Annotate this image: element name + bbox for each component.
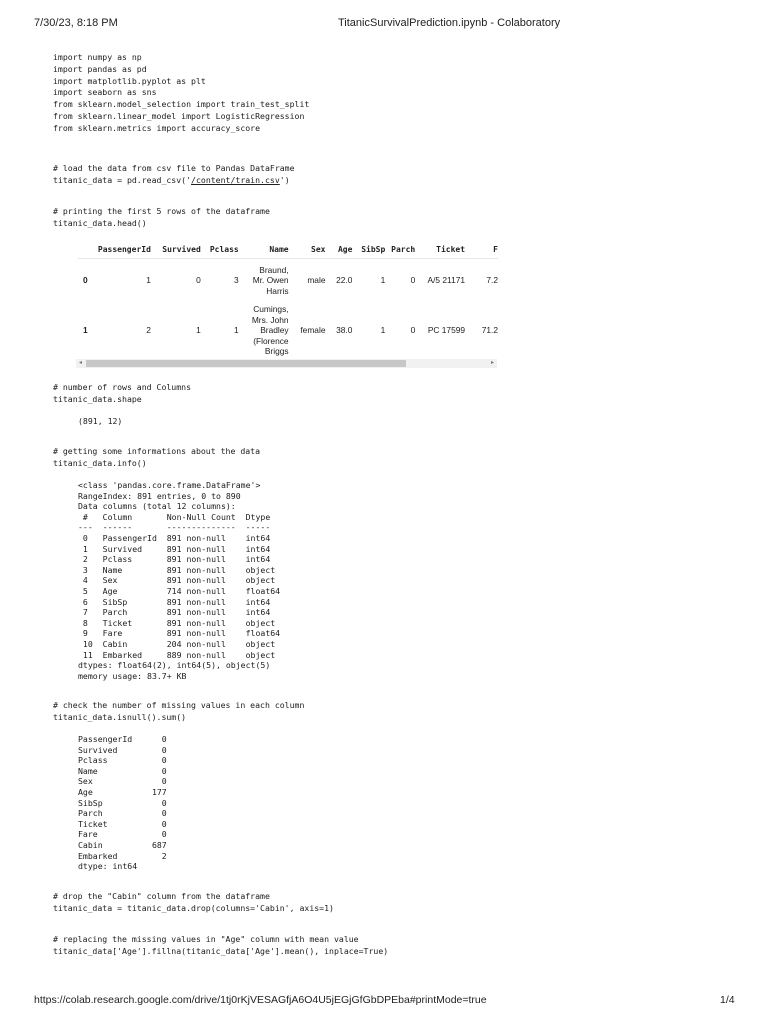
name-line: Harris (266, 286, 289, 297)
cell-passengerid: 2 (146, 325, 151, 336)
cell-ticket: A/5 21171 (427, 275, 466, 286)
cell-sex: male (307, 275, 326, 286)
info-output: <class 'pandas.core.frame.DataFrame'> RangeIndex: 891 entries, 0 to 890 Data columns (total 12 columns): # Column Non-Null Count Dtype --- ------ -------------- ----- 0 PassengerId 891 non-null int64 1 Survived 891 non-null int64 2 Pclass 891 non-null int64 3 Name 891 non-null object 4 Sex 891 non-null object 5 Age 714 non-null float64 6 SibSp 891 non-null int64 7 Parch 891 non-null int64 8 Ticket 891 non-null object 9 Fare 891 non-null float64 10 Cabin 204 non-null object 11 Embarked 889 non-null object dtypes: float64(2), int64(5), object(5) memory usage: 83.7+ KB (78, 480, 281, 681)
dataframe-output (78, 240, 498, 368)
dataframe-header-row (78, 240, 498, 259)
code-line-prefix: titanic_data = pd.read_csv(' (53, 174, 192, 185)
isnull-output: PassengerId 0 Survived 0 Pclass 0 Name 0 Sex 0 Age 177 SibSp 0 Parch 0 Ticket 0 Fare 0 Cabin 687 Embarked 2 dtype: int64 (78, 734, 167, 872)
scroll-right-arrow-icon[interactable]: ▸ (490, 360, 494, 366)
dataframe-table (78, 240, 498, 359)
code-cell-imports[interactable]: import numpy as np import pandas as pd import matplotlib.pyplot as plt import seaborn as sns from sklearn.model_selection import train_test_split from sklearn.linear_model import LogisticRegression from sklearn.metrics import accuracy_score (53, 52, 310, 133)
name-line: Cumings, (253, 304, 289, 315)
column-header: Survived (151, 240, 201, 259)
code-cell-load-data[interactable] (53, 163, 295, 187)
code-cell-head[interactable]: # printing the first 5 rows of the dataframe titanic_data.head() (53, 206, 270, 228)
column-header: Ticket (415, 240, 465, 259)
cell-passengerid: 1 (146, 275, 151, 286)
column-header: Pclass (201, 240, 239, 259)
column-header: F (465, 240, 498, 259)
column-header: Parch (385, 240, 415, 259)
code-cell-shape[interactable]: # number of rows and Columns titanic_data.shape (53, 382, 192, 404)
cell-parch: 0 (410, 325, 416, 336)
name-line: Mr. Owen (252, 275, 289, 286)
scroll-left-arrow-icon[interactable]: ◂ (78, 360, 82, 366)
column-header: SibSp (352, 240, 385, 259)
name-line: Bradley (260, 325, 289, 336)
cell-fare: 71.2 (481, 325, 498, 336)
cell-ticket: PC 17599 (427, 325, 466, 336)
cell-sibsp: 1 (380, 325, 386, 336)
page-footer-url[interactable]: https://colab.research.google.com/drive/1tj0rKjVESAGfjA6O4U5jEGjGfGbDPEba#printMode=true (34, 994, 487, 1006)
index-header (78, 240, 98, 259)
page-header-title: TitanicSurvivalPrediction.ipynb - Colaboratory (338, 17, 561, 29)
name-line: (Florence (253, 335, 289, 346)
name-line: Mrs. John (251, 314, 289, 325)
code-comment: # load the data from csv file to Pandas DataFrame (53, 163, 295, 173)
cell-fare: 7.2 (486, 275, 498, 286)
dataframe-horizontal-scrollbar[interactable] (76, 359, 497, 368)
cell-sex: female (300, 325, 326, 336)
csv-path-link[interactable]: /content/train.csv (191, 174, 280, 185)
cell-name (239, 259, 289, 303)
cell-parch: 0 (410, 275, 416, 286)
cell-pclass: 1 (234, 325, 239, 336)
code-cell-isnull[interactable]: # check the number of missing values in each column titanic_data.isnull().sum() (53, 700, 305, 722)
name-line: Briggs (264, 346, 289, 357)
cell-sibsp: 1 (380, 275, 386, 286)
cell-name (239, 303, 289, 359)
scrollbar-thumb[interactable] (86, 360, 406, 367)
code-line-suffix: ') (279, 174, 290, 185)
cell-survived: 0 (196, 275, 201, 286)
code-cell-fillna-age[interactable]: # replacing the missing values in "Age" column with mean value titanic_data['Age'].fillna(titanic_data['Age'].mean(), inplace=True) (53, 934, 389, 956)
table-row (78, 303, 498, 359)
cell-age: 38.0 (336, 325, 353, 336)
row-index: 0 (83, 275, 88, 286)
name-line: Braund, (259, 264, 289, 275)
page-footer-page-number: 1/4 (720, 994, 735, 1006)
page-header-datetime: 7/30/23, 8:18 PM (34, 17, 118, 29)
column-header: Name (239, 240, 289, 259)
cell-age: 22.0 (336, 275, 353, 286)
code-cell-drop-cabin[interactable]: # drop the "Cabin" column from the dataframe titanic_data = titanic_data.drop(columns='Cabin', axis=1) (53, 891, 334, 913)
cell-pclass: 3 (234, 275, 239, 286)
column-header: PassengerId (98, 240, 151, 259)
shape-output: (891, 12) (78, 416, 123, 426)
table-row (78, 259, 498, 303)
column-header: Sex (289, 240, 326, 259)
row-index: 1 (83, 325, 88, 336)
column-header: Age (325, 240, 352, 259)
code-cell-info[interactable]: # getting some informations about the data titanic_data.info() (53, 446, 261, 468)
cell-survived: 1 (196, 325, 201, 336)
